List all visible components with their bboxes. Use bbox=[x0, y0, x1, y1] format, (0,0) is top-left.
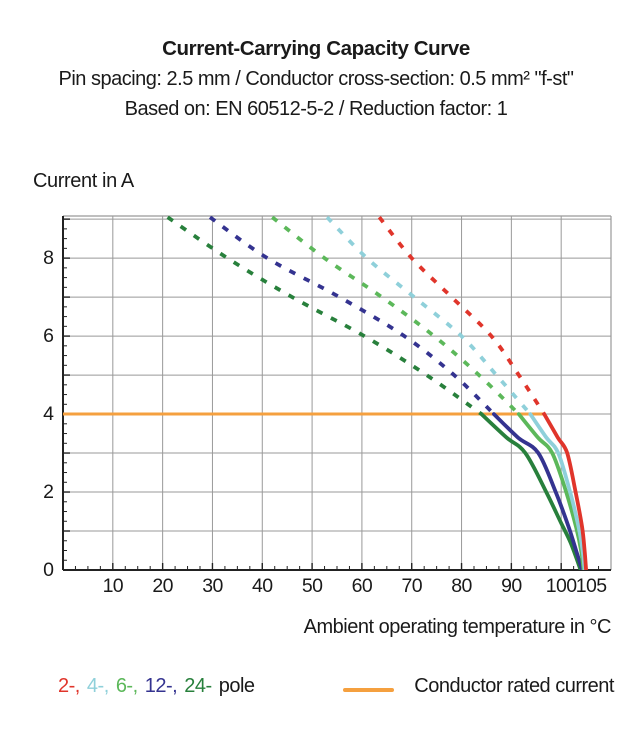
x-tick-label: 10 bbox=[102, 575, 124, 597]
axis-ticks bbox=[63, 219, 599, 570]
chart-subtitle-basis: Based on: EN 60512-5-2 / Reduction factor: 1 bbox=[124, 98, 508, 120]
chart-title: Current-Carrying Capacity Curve bbox=[162, 37, 470, 60]
pole-legend-suffix: pole bbox=[218, 675, 255, 697]
legend bbox=[0, 675, 642, 705]
x-tick-label: 30 bbox=[202, 575, 223, 597]
pole-legend-entry: 24- bbox=[184, 675, 217, 697]
y-tick-label: 6 bbox=[43, 325, 54, 348]
pole-legend-entry: 6-, bbox=[115, 675, 143, 697]
y-tick-label: 0 bbox=[43, 559, 54, 581]
curve-dashed-4-pole bbox=[327, 217, 530, 414]
y-tick-label: 2 bbox=[43, 481, 54, 504]
rated-current-line-swatch bbox=[343, 688, 394, 692]
pole-legend-entry: 2-, bbox=[58, 675, 85, 697]
x-tick-label: 70 bbox=[401, 575, 422, 597]
y-tick-label: 8 bbox=[43, 247, 54, 270]
x-tick-label: 20 bbox=[152, 575, 173, 597]
x-tick-label: 100 bbox=[545, 575, 577, 597]
x-tick-label: 40 bbox=[252, 575, 273, 597]
pole-legend-entry: 4-, bbox=[86, 675, 114, 697]
pole-legend-entry: 12-, bbox=[144, 675, 183, 697]
x-tick-label: 90 bbox=[501, 575, 522, 597]
x-tick-label: 50 bbox=[301, 575, 323, 597]
chart-subtitle-spec: Pin spacing: 2.5 mm / Conductor cross-section: 0.5 mm² "f-st" bbox=[58, 68, 574, 90]
curve-dashed-12-pole bbox=[210, 217, 494, 414]
curve-dashed-6-pole bbox=[272, 217, 519, 414]
x-tick-label: 105 bbox=[575, 575, 607, 597]
x-tick-label: 80 bbox=[451, 575, 472, 597]
plot-data bbox=[63, 217, 586, 570]
x-tick-label: 60 bbox=[351, 575, 373, 597]
x-axis-title: Ambient operating temperature in °C bbox=[303, 616, 611, 638]
rated-current-label: Conductor rated current bbox=[414, 675, 614, 697]
y-axis-title: Current in A bbox=[33, 170, 134, 192]
y-tick-label: 4 bbox=[43, 403, 54, 426]
